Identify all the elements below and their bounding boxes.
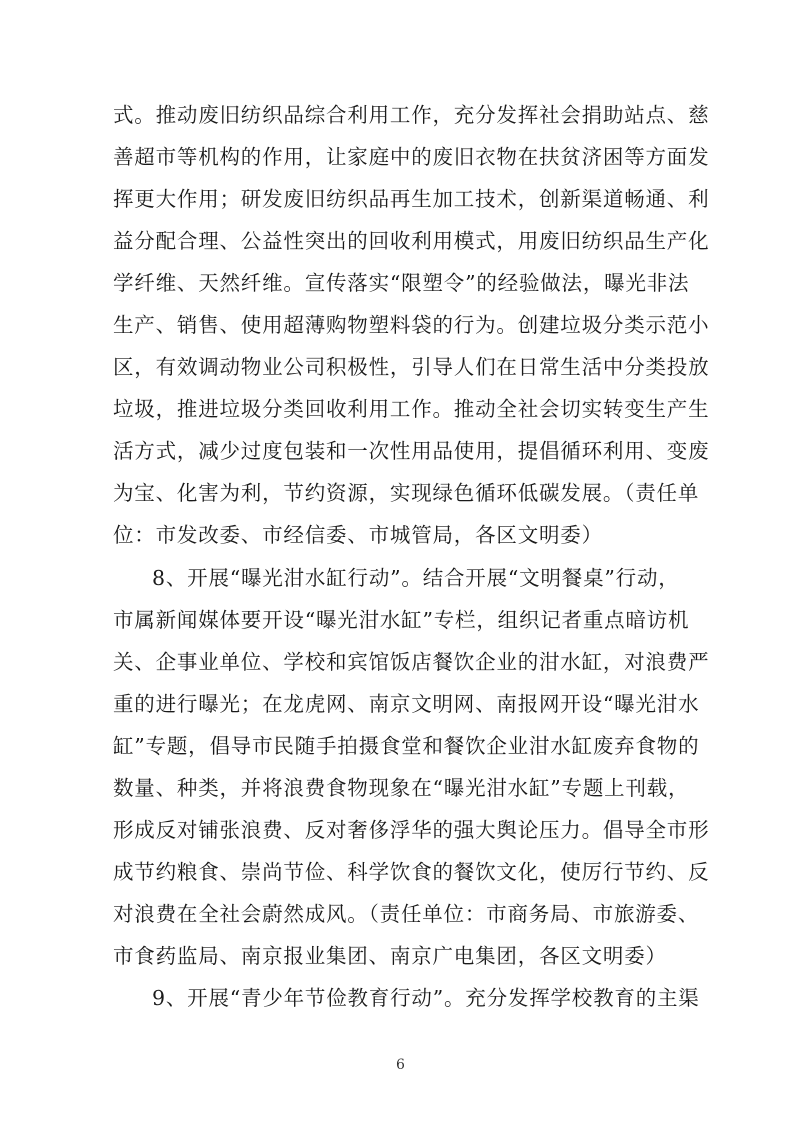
text-line: 位：市发改委、市经信委、市城管局，各区文明委） [113, 523, 603, 547]
text-line: 市食药监局、南京报业集团、南京广电集团，各区文明委） [113, 944, 667, 968]
text-line: 重的进行曝光；在龙虎网、南京文明网、南报网开设“曝光泔水 [113, 692, 700, 716]
text-line: 挥更大作用；研发废旧纺织品再生加工技术，创新渠道畅通、利 [113, 187, 710, 211]
text-line: 形成反对铺张浪费、反对奢侈浮华的强大舆论压力。倡导全市形 [113, 818, 710, 842]
text-line: 数量、种类，并将浪费食物现象在“曝光泔水缸”专题上刊载， [113, 776, 690, 800]
text-line: 区，有效调动物业公司积极性，引导人们在日常生活中分类投放 [113, 355, 710, 379]
text-line: 成节约粮食、崇尚节俭、科学饮食的餐饮文化，使厉行节约、反 [113, 860, 710, 884]
paragraph-9-heading-line: 9、开展“青少年节俭教育行动”。充分发挥学校教育的主渠 [152, 986, 700, 1010]
text-line: 生产、销售、使用超薄购物塑料袋的行为。创建垃圾分类示范小 [113, 313, 710, 337]
paragraph-8-heading-line: 8、开展“曝光泔水缸行动”。结合开展“文明餐桌”行动， [152, 566, 680, 590]
text-line: 益分配合理、公益性突出的回收利用模式，用废旧纺织品生产化 [113, 229, 710, 253]
text-line: 学纤维、天然纤维。宣传落实“限塑令”的经验做法，曝光非法 [113, 271, 690, 295]
text-line: 式。推动废旧纺织品综合利用工作，充分发挥社会捐助站点、慈 [113, 103, 710, 127]
text-line: 活方式，减少过度包装和一次性用品使用，提倡循环利用、变废 [113, 439, 710, 463]
text-line: 缸”专题，倡导市民随手拍摄食堂和餐饮企业泔水缸废弃食物的 [113, 734, 700, 758]
text-line: 为宝、化害为利，节约资源，实现绿色循环低碳发展。（责任单 [113, 481, 700, 505]
text-line: 垃圾，推进垃圾分类回收利用工作。推动全社会切实转变生产生 [113, 397, 710, 421]
text-line: 关、企事业单位、学校和宾馆饭店餐饮企业的泔水缸，对浪费严 [113, 650, 710, 674]
text-line: 善超市等机构的作用，让家庭中的废旧衣物在扶贫济困等方面发 [113, 145, 710, 169]
text-line: 对浪费在全社会蔚然成风。（责任单位：市商务局、市旅游委、 [113, 902, 700, 926]
page-number: 6 [396, 1057, 405, 1073]
text-line: 市属新闻媒体要开设“曝光泔水缸”专栏，组织记者重点暗访机 [113, 608, 690, 632]
